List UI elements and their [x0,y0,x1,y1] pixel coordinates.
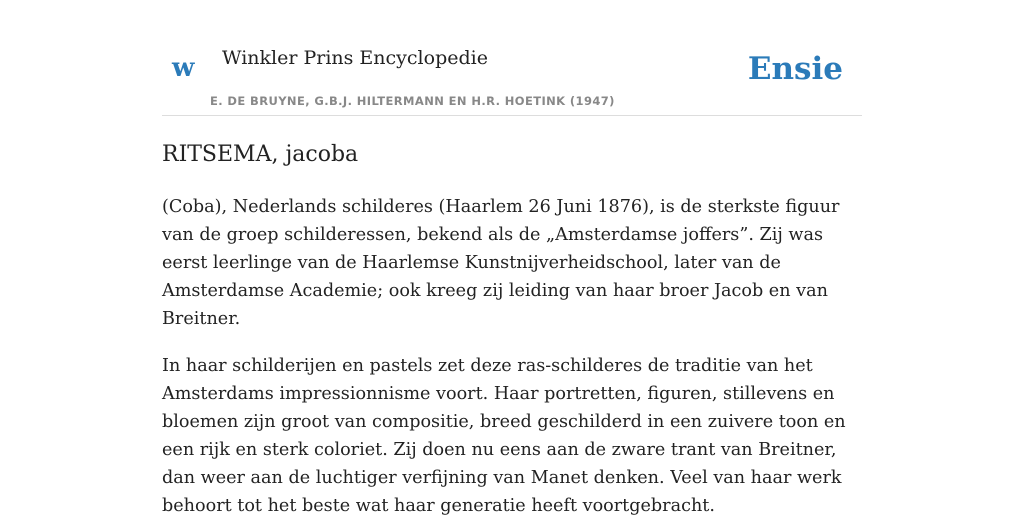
source-header [162,0,862,116]
article-page [162,0,862,520]
ensie-logo-link[interactable]: Ensie [747,51,843,87]
source-authors: E. DE BRUYNE, G.B.J. HILTERMANN EN H.R. HOETINK (1947) [210,94,615,108]
entry-body [162,193,862,520]
entry-paragraph-2: In haar schilderijen en pastels zet deze ras-schilderes de traditie van het Amsterdams impressionnisme voort. Haar portretten, figuren, stillevens en bloemen zijn groot van compositie, breed geschilderd in een zuivere toon en een rijk en sterk coloriet. Zij doen nu eens aan de zware trant van Breitner, dan weer aan de luchtiger verfijning van Manet denken. Veel van haar werk behoort tot het beste wat haar generatie heeft voortgebracht. [162,356,846,516]
source-title[interactable]: Winkler Prins Encyclopedie [222,47,488,69]
entry-title: RITSEMA, jacoba [162,142,359,167]
entry-paragraph-1: (Coba), Nederlands schilderes (Haarlem 26 Juni 1876), is de sterkste figuur van de groep schilderessen, bekend als de „Amsterdamse joffers”. Zij was eerst leerlinge van de Haarlemse Kunstnijverheidschool, later van de Amsterdamse Academie; ook kreeg zij leiding van haar broer Jacob en van Breitner. [162,197,840,329]
winkler-prins-logo[interactable]: w [172,53,195,83]
